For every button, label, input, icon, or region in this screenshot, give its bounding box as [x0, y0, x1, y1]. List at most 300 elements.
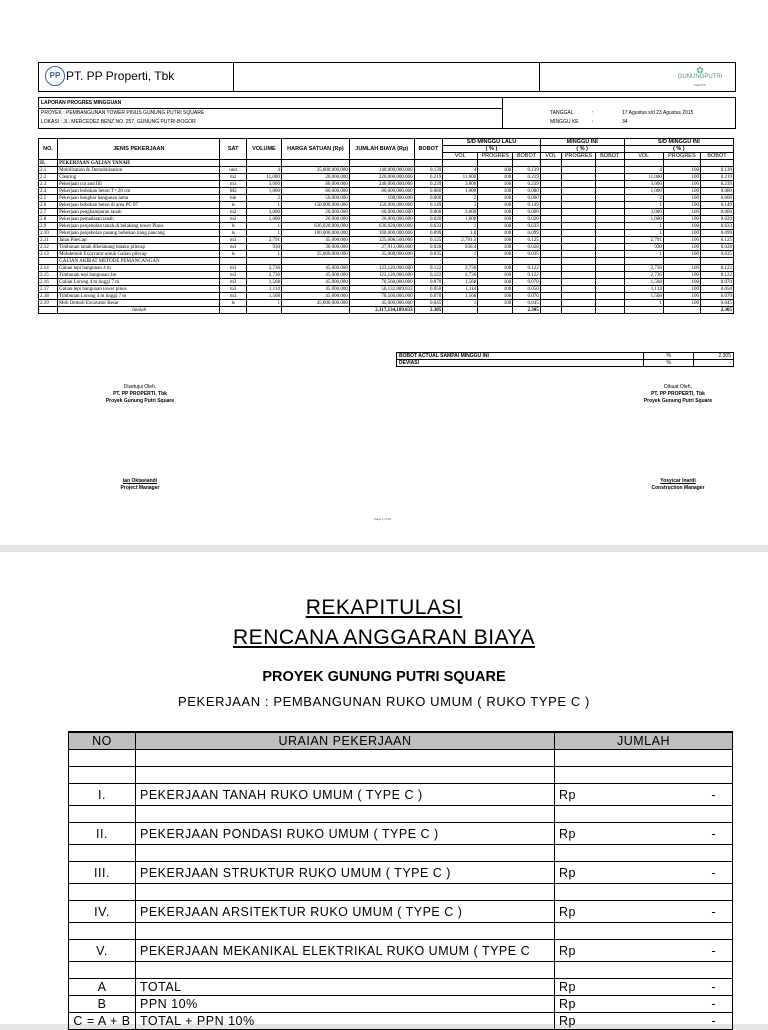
- rekap-proyek: PROYEK GUNUNG PUTRI SQUARE: [262, 669, 506, 685]
- cell-no: 2.8: [39, 216, 58, 223]
- cell-item: Pekerjaan bobokan beton di area PC 07: [58, 202, 220, 209]
- cell-jumlah: 70,560,000.000: [349, 293, 414, 300]
- cell-bobot: 0.050: [414, 286, 443, 293]
- cell-p1: 100: [478, 230, 513, 237]
- cell-v2: [540, 160, 561, 167]
- cell-b3: 0.239: [700, 181, 733, 188]
- cell-p2: [562, 216, 596, 223]
- rekap-uraian: PEKERJAAN TANAH RUKO UMUM ( TYPE C ): [136, 784, 555, 806]
- cell-bobot: 0.028: [414, 244, 443, 251]
- rekap-no: III.: [69, 862, 136, 884]
- cell-v2: [540, 286, 561, 293]
- cell-p2: [562, 167, 596, 174]
- rekap-no: V.: [69, 940, 136, 962]
- cell-jumlah: [349, 258, 414, 265]
- rekap-value: -: [711, 1014, 716, 1028]
- rekap-value: -: [711, 826, 716, 841]
- cell-sat: ls: [220, 300, 247, 307]
- cell-no: 2.15: [39, 272, 58, 279]
- rekap-blank-row: [69, 806, 733, 823]
- cell-vol: [246, 160, 281, 167]
- cell-sat: m3: [220, 237, 247, 244]
- col-jenis: JENIS PEKERJAAN: [58, 139, 220, 160]
- cell-jumlah: 80,000,000.000: [349, 188, 414, 195]
- rekap-row: [69, 862, 733, 884]
- cell-v1: 1,568: [443, 279, 478, 286]
- cell-v2: [540, 279, 561, 286]
- cell-jumlah: 636,020,000.000: [349, 223, 414, 230]
- sub-vol-3: VOL: [624, 153, 663, 160]
- table-row: [39, 160, 734, 167]
- minggu-label: MINGGU KE: [550, 119, 579, 125]
- table-row: [39, 293, 734, 300]
- cell-bobot: 0.060: [414, 209, 443, 216]
- rekap-jumlah: [555, 823, 733, 845]
- table-row: [39, 174, 734, 181]
- rekap-rp: Rp: [559, 997, 576, 1011]
- cell-b3: 0.125: [700, 237, 733, 244]
- total-empty: [624, 307, 663, 314]
- col-sd-lalu: S/D MINGGU LALU: [443, 139, 541, 146]
- table-row: [39, 209, 734, 216]
- rekap-blank-cell: [69, 767, 136, 784]
- cell-item: Pekerjaan penjebolan tanah di belakang tower Pinus: [58, 223, 220, 230]
- rekap-jumlah: [555, 784, 733, 806]
- sig-left-line3: Proyek Gunung Putri Square: [105, 398, 175, 404]
- rekap-blank-cell: [555, 962, 733, 979]
- minggu-colon: :: [592, 119, 594, 125]
- cell-p3: 100: [663, 251, 700, 258]
- col-sat: SAT: [220, 139, 247, 160]
- cell-harga: [281, 258, 349, 265]
- cell-v3: 1,114: [624, 286, 663, 293]
- total-row: [39, 307, 734, 314]
- cell-v1: 1: [443, 202, 478, 209]
- rekap-blank-cell: [69, 806, 136, 823]
- cell-bobot: 0.633: [414, 223, 443, 230]
- cell-p3: 100: [663, 209, 700, 216]
- total-empty: [39, 307, 58, 314]
- cell-v1: 2,791.3: [443, 237, 478, 244]
- cell-sat: ls: [220, 230, 247, 237]
- cell-vol: 11,000: [246, 174, 281, 181]
- rekap-jumlah: [555, 1013, 733, 1030]
- cell-p3: 100: [663, 230, 700, 237]
- proyek-line: PROYEK : PEMBANGUNAN TOWER PINUS GUNUNG PUTRI SQUARE: [41, 110, 205, 116]
- cell-b1: 0.239: [513, 181, 541, 188]
- total-empty: [562, 307, 596, 314]
- cell-p3: 100: [663, 202, 700, 209]
- cell-no: 2.14: [39, 265, 58, 272]
- rekap-title-1: REKAPITULASI: [305, 596, 463, 619]
- cell-v3: 1: [624, 202, 663, 209]
- cell-bobot: 0.045: [414, 300, 443, 307]
- cell-bobot: 0.080: [414, 188, 443, 195]
- rekap-value: -: [711, 997, 716, 1011]
- cell-p3: 100: [663, 174, 700, 181]
- rekap-jumlah: [555, 862, 733, 884]
- rekap-blank-cell: [69, 962, 136, 979]
- cell-b3: 0.070: [700, 293, 733, 300]
- cell-v1: 1,000: [443, 216, 478, 223]
- sig-left-role: Project Manager: [120, 485, 160, 491]
- cell-sat: m3: [220, 293, 247, 300]
- cell-sat: m3: [220, 272, 247, 279]
- rekap-blank-row: [69, 750, 733, 767]
- rekap-blank-cell: [555, 806, 733, 823]
- cell-jumlah: 123,120,000.000: [349, 272, 414, 279]
- rekap-value: -: [711, 943, 716, 958]
- rekap-blank-cell: [136, 845, 555, 862]
- cell-sat: m2: [220, 216, 247, 223]
- cell-bobot: 0.070: [414, 279, 443, 286]
- cell-v3: [624, 160, 663, 167]
- cell-item: Galian tepi bangunan tower pinus: [58, 286, 220, 293]
- cell-no: 2.2: [39, 174, 58, 181]
- cell-b3: 0.020: [700, 216, 733, 223]
- cell-vol: 1,000: [246, 188, 281, 195]
- cell-v2: [540, 251, 561, 258]
- cell-v1: 2: [443, 195, 478, 202]
- cell-p3: 100: [663, 293, 700, 300]
- gunung-putri-logo-icon: ✿ GUNUNGPUTRI square: [673, 67, 727, 88]
- sig-right-line1: Dibuat Oleh,: [664, 384, 692, 390]
- cell-vol: 1,568: [246, 293, 281, 300]
- cell-v2: [540, 272, 561, 279]
- cell-vol: 2: [246, 195, 281, 202]
- cell-harga: 100,000,000.000: [281, 230, 349, 237]
- cell-sat: M2: [220, 188, 247, 195]
- cell-vol: 1: [246, 223, 281, 230]
- cell-b3: 0.035: [700, 251, 733, 258]
- cell-v1: 2,736: [443, 272, 478, 279]
- cell-p2: [562, 188, 596, 195]
- cell-b3: 0.045: [700, 300, 733, 307]
- actual-value: 2.305: [694, 353, 734, 360]
- cell-p2: [562, 223, 596, 230]
- rekap-rp: Rp: [559, 1014, 576, 1028]
- rekap-blank-cell: [69, 845, 136, 862]
- cell-p1: 100: [478, 265, 513, 272]
- cell-p1: [478, 160, 513, 167]
- col-no: NO.: [39, 139, 58, 160]
- cell-p1: 100: [478, 174, 513, 181]
- minggu-value: 34: [622, 119, 628, 125]
- cell-item: Mobilization & Demobilisation: [58, 167, 220, 174]
- cell-sat: m2: [220, 174, 247, 181]
- cell-no: 2.13: [39, 251, 58, 258]
- rekap-value: -: [711, 787, 716, 802]
- cell-no: 2.9: [39, 223, 58, 230]
- cell-v3: 1,568: [624, 279, 663, 286]
- cell-jumlah: 100,000.000: [349, 195, 414, 202]
- cell-vol: 4: [246, 167, 281, 174]
- cell-sat: ls: [220, 223, 247, 230]
- cell-vol: 2,791: [246, 237, 281, 244]
- total-empty: [540, 307, 561, 314]
- cell-bobot: 0.122: [414, 265, 443, 272]
- rekap-blank-row: [69, 767, 733, 784]
- cell-vol: 1: [246, 230, 281, 237]
- rekap-blank-row: [69, 884, 733, 901]
- gp-logo-text: GUNUNGPUTRI: [677, 74, 723, 80]
- rekap-uraian: TOTAL: [136, 979, 555, 996]
- total-empty: [281, 307, 349, 314]
- cell-v2: [540, 265, 561, 272]
- rekap-col-uraian: URAIAN PEKERJAAN: [136, 732, 555, 750]
- cell-no: 2.16: [39, 279, 58, 286]
- cell-b2: [595, 272, 624, 279]
- total-empty: [478, 307, 513, 314]
- cell-sat: m3: [220, 279, 247, 286]
- cell-p3: 100: [663, 188, 700, 195]
- cell-b2: [595, 258, 624, 265]
- cell-harga: 30,000.000: [281, 244, 349, 251]
- table-row: [39, 202, 734, 209]
- cell-p2: [562, 300, 596, 307]
- signature-left: [60, 384, 220, 405]
- cell-v2: [540, 237, 561, 244]
- cell-sat: m3: [220, 286, 247, 293]
- cell-item: Timbunan Lorong 4 m tinggi 7 m: [58, 293, 220, 300]
- cell-bobot: 0.125: [414, 237, 443, 244]
- cell-b1: 0.219: [513, 174, 541, 181]
- cell-v1: 11,000: [443, 174, 478, 181]
- rekap-row: [69, 823, 733, 845]
- cell-p2: [562, 230, 596, 237]
- cell-p3: 100: [663, 300, 700, 307]
- sig-left-line2: PT. PP PROPERTI, Tbk: [113, 391, 167, 397]
- cell-item: Jalan PileCap: [58, 237, 220, 244]
- cell-bobot: 0.035: [414, 251, 443, 258]
- cell-p3: 100: [663, 244, 700, 251]
- cell-p2: [562, 202, 596, 209]
- rekap-uraian: PEKERJAAN STRUKTUR RUKO UMUM ( TYPE C ): [136, 862, 555, 884]
- cell-harga: 150,000,000.000: [281, 202, 349, 209]
- cell-v2: [540, 202, 561, 209]
- total-jumlah: 2,317,134,189.033: [349, 307, 414, 314]
- cell-sat: ls: [220, 202, 247, 209]
- cell-item: Pekerjaan cut and fill: [58, 181, 220, 188]
- rekap-jumlah: [555, 996, 733, 1013]
- cell-p3: 100: [663, 272, 700, 279]
- cell-item: Galian Lorong 4 m tinggi 7 m: [58, 279, 220, 286]
- signature-left-name: [60, 478, 220, 492]
- rekap-blank-row: [69, 845, 733, 862]
- cell-p2: [562, 237, 596, 244]
- cell-b2: [595, 195, 624, 202]
- cell-b1: 0.035: [513, 251, 541, 258]
- rekap-rp: Rp: [559, 943, 576, 958]
- cell-bobot: 0.122: [414, 272, 443, 279]
- table-row: [39, 279, 734, 286]
- cell-b2: [595, 279, 624, 286]
- cell-sat: m3: [220, 265, 247, 272]
- cell-b2: [595, 244, 624, 251]
- summary-table: [396, 352, 734, 367]
- cell-p2: [562, 174, 596, 181]
- cell-v1: 1: [443, 223, 478, 230]
- rekap-no: I.: [69, 784, 136, 806]
- cell-sat: [220, 258, 247, 265]
- cell-v2: [540, 188, 561, 195]
- cell-p1: [478, 258, 513, 265]
- cell-b1: [513, 160, 541, 167]
- cell-b1: 0.070: [513, 293, 541, 300]
- cell-jumlah: 60,000,000.000: [349, 209, 414, 216]
- cell-vol: 930: [246, 244, 281, 251]
- table-row: [39, 272, 734, 279]
- rekap-blank-cell: [555, 923, 733, 940]
- rekap-rp: Rp: [559, 980, 576, 994]
- cell-p1: 100: [478, 286, 513, 293]
- rekap-uraian: PPN 10%: [136, 996, 555, 1013]
- rekap-uraian: PEKERJAAN PONDASI RUKO UMUM ( TYPE C ): [136, 823, 555, 845]
- cell-v1: 1.0: [443, 230, 478, 237]
- cell-jumlah: 27,913,000.000: [349, 244, 414, 251]
- cell-no: 2.12: [39, 244, 58, 251]
- cell-b1: 0.139: [513, 167, 541, 174]
- cell-jumlah: 45,000,000.000: [349, 300, 414, 307]
- lokasi-line: LOKASI : JL. MERCEDEZ BENZ NO. 257, GUNUNG PUTRI-BOGOR: [41, 119, 196, 125]
- cell-item: Timbunan tepi bangunan 4m: [58, 272, 220, 279]
- rekap-blank-cell: [136, 962, 555, 979]
- total-b3: 2.305: [700, 307, 733, 314]
- cell-v1: 3,000: [443, 209, 478, 216]
- cell-jumlah: 123,120,000.000: [349, 265, 414, 272]
- total-empty: [595, 307, 624, 314]
- col-jumlah: JUMLAH BIAYA (Rp): [349, 139, 414, 160]
- cell-p1: 100: [478, 188, 513, 195]
- cell-item: Pekerjaan penjebolan pasang bobokan tiang pancang: [58, 230, 220, 237]
- table-row: [39, 251, 734, 258]
- cell-b3: 0.139: [700, 167, 733, 174]
- cell-v3: 1: [624, 300, 663, 307]
- cell-p3: 100: [663, 286, 700, 293]
- cell-p1: 100: [478, 279, 513, 286]
- cell-p3: 100: [663, 167, 700, 174]
- signature-right-name: [598, 478, 758, 492]
- cell-vol: 1,000: [246, 216, 281, 223]
- cell-b1: 0.028: [513, 244, 541, 251]
- cell-p3: 100: [663, 181, 700, 188]
- cell-p2: [562, 293, 596, 300]
- cell-v2: [540, 244, 561, 251]
- tanggal-colon: :: [592, 110, 594, 116]
- cell-p2: [562, 258, 596, 265]
- cell-v3: 2,791: [624, 237, 663, 244]
- cell-item: Pekerjaan bongkar bangunan lama: [58, 195, 220, 202]
- cell-no: 2.3: [39, 181, 58, 188]
- cell-b3: 0.000: [700, 195, 733, 202]
- cell-v2: [540, 209, 561, 216]
- cell-v1: 4: [443, 167, 478, 174]
- deviasi-value: -: [694, 360, 734, 367]
- cell-harga: 35,000,000.000: [281, 251, 349, 258]
- cell-no: [39, 258, 58, 265]
- rekap-uraian: PEKERJAAN MEKANIKAL ELEKTRIKAL RUKO UMUM ( TYPE C: [136, 940, 555, 962]
- cell-b1: 0.122: [513, 265, 541, 272]
- cell-p2: [562, 265, 596, 272]
- cell-p1: 100: [478, 181, 513, 188]
- cell-vol: 1: [246, 202, 281, 209]
- rekap-row: [69, 940, 733, 962]
- sig-left-name: Ian Oktaviandi: [122, 478, 158, 484]
- cell-harga: 45,000.000: [281, 237, 349, 244]
- cell-p1: 100: [478, 195, 513, 202]
- rekap-blank-cell: [555, 767, 733, 784]
- cell-v1: 2,736: [443, 265, 478, 272]
- cell-b2: [595, 174, 624, 181]
- cell-p1: 100: [478, 272, 513, 279]
- cell-p1: 100: [478, 293, 513, 300]
- rekap-rp: Rp: [559, 865, 576, 880]
- rekap-blank-cell: [136, 750, 555, 767]
- cell-b2: [595, 237, 624, 244]
- rekap-rp: Rp: [559, 904, 576, 919]
- cell-b2: [595, 300, 624, 307]
- tanggal-value: 17 Agustus s/d 23 Agustus 2015: [622, 110, 694, 116]
- rekap-jumlah: [555, 979, 733, 996]
- cell-v1: 1,000: [443, 188, 478, 195]
- rekap-uraian: PEKERJAAN ARSITEKTUR RUKO UMUM ( TYPE C ): [136, 901, 555, 923]
- rekap-uraian: TOTAL + PPN 10%: [136, 1013, 555, 1030]
- cell-sat: bln: [220, 195, 247, 202]
- cell-v3: 1,568: [624, 293, 663, 300]
- cell-vol: 1: [246, 251, 281, 258]
- cell-v2: [540, 167, 561, 174]
- cell-v2: [540, 258, 561, 265]
- cell-b2: [595, 188, 624, 195]
- cell-b3: 0.080: [700, 188, 733, 195]
- cell-p3: 100: [663, 223, 700, 230]
- sub-progres-2: PROGRES: [562, 153, 596, 160]
- cell-p2: [562, 251, 596, 258]
- cell-p2: [562, 272, 596, 279]
- table-row: [39, 167, 734, 174]
- cell-v1: [443, 160, 478, 167]
- cell-v2: [540, 293, 561, 300]
- table-row: [39, 237, 734, 244]
- cell-jumlah: 70,560,000.000: [349, 279, 414, 286]
- cell-p1: 100: [478, 223, 513, 230]
- cell-harga: 45,000.000: [281, 293, 349, 300]
- cell-v3: 3,000: [624, 209, 663, 216]
- cell-p3: 100: [663, 216, 700, 223]
- cell-p3: 100: [663, 237, 700, 244]
- sig-right-name: Yosyicar Inardi: [660, 478, 696, 484]
- cell-jumlah: 50,132,889.033: [349, 286, 414, 293]
- pp-logo-icon: PP: [45, 66, 65, 86]
- sig-right-line3: Proyek Gunung Putri Square: [643, 398, 713, 404]
- rekap-blank-cell: [136, 923, 555, 940]
- cell-harga: 50,000.000: [281, 195, 349, 202]
- cell-b3: 0.149: [700, 202, 733, 209]
- cell-no: 2.18: [39, 293, 58, 300]
- cell-jumlah: [349, 160, 414, 167]
- rekap-row: [69, 901, 733, 923]
- cell-p3: 100: [663, 279, 700, 286]
- cell-item: Pekerjaan penghamparan tanah: [58, 209, 220, 216]
- sub-progres-1: PROGRES: [478, 153, 513, 160]
- cell-vol: 3,000: [246, 209, 281, 216]
- cell-b1: 0.060: [513, 209, 541, 216]
- rekap-blank-cell: [69, 923, 136, 940]
- cell-sat: unit: [220, 167, 247, 174]
- cell-v3: 1,000: [624, 188, 663, 195]
- company-name: PT. PP Properti, Tbk: [66, 69, 175, 83]
- cell-item: Clearing: [58, 174, 220, 181]
